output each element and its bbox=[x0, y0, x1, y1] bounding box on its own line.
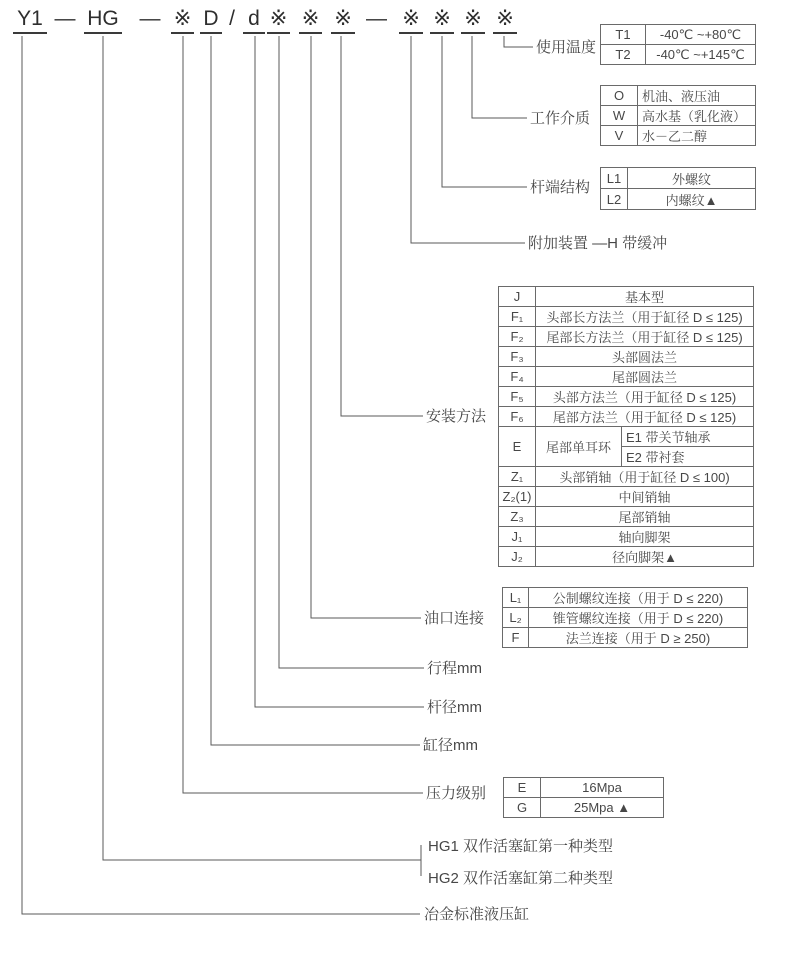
cell-value: 法兰连接（用于 D ≥ 250) bbox=[529, 628, 748, 648]
code-token-rod-dia: d bbox=[243, 6, 265, 34]
cell-value: 尾部销轴 bbox=[536, 507, 754, 527]
code-token-slash: / bbox=[229, 7, 235, 30]
code-token-dash: — bbox=[54, 7, 76, 30]
table-row bbox=[499, 507, 754, 527]
table-row bbox=[499, 287, 754, 307]
cell-code: G bbox=[504, 798, 541, 818]
label-temperature: 使用温度 bbox=[536, 39, 597, 56]
cell-value: 公制螺纹连接（用于 D ≤ 220) bbox=[529, 588, 748, 608]
cell-code: T2 bbox=[601, 45, 646, 65]
cell-value: 头部方法兰（用于缸径 D ≤ 125) bbox=[536, 387, 754, 407]
cell-value: 轴向脚架 bbox=[536, 527, 754, 547]
cell-code: L₂ bbox=[503, 608, 529, 628]
cell-value: 尾部单耳环 bbox=[536, 427, 622, 467]
cell-code: L₁ bbox=[503, 588, 529, 608]
cell-code: L2 bbox=[601, 189, 628, 210]
cell-code: F bbox=[503, 628, 529, 648]
leader-line-rod-dia bbox=[255, 36, 424, 707]
cell-code: T1 bbox=[601, 25, 646, 45]
code-token-pressure: ※ bbox=[171, 6, 194, 34]
table-row bbox=[499, 487, 754, 507]
cell-value: 水－乙二醇 bbox=[638, 126, 756, 146]
leader-line-temperature bbox=[504, 36, 533, 47]
table-row bbox=[499, 467, 754, 487]
cell-value: 头部长方法兰（用于缸径 D ≤ 125) bbox=[536, 307, 754, 327]
cell-code: E bbox=[504, 778, 541, 798]
table-row bbox=[499, 387, 754, 407]
rod-end-table bbox=[600, 167, 756, 210]
leader-line-stroke bbox=[279, 36, 424, 668]
label-hg1-type: HG1 双作活塞缸第一种类型 bbox=[428, 838, 614, 855]
label-bore: 缸径mm bbox=[423, 737, 478, 754]
code-token-hg: HG bbox=[84, 6, 122, 34]
cell-subvalue: E2 带衬套 bbox=[622, 447, 754, 467]
table-row bbox=[499, 427, 754, 447]
table-row bbox=[504, 778, 664, 798]
code-token-y1: Y1 bbox=[13, 6, 47, 34]
table-row bbox=[499, 547, 754, 567]
cell-value: 锥管螺纹连接（用于 D ≤ 220) bbox=[529, 608, 748, 628]
leader-line-oil-port bbox=[311, 36, 421, 618]
label-standard: 冶金标准液压缸 bbox=[424, 906, 530, 923]
cell-code: J₂ bbox=[499, 547, 536, 567]
code-token-bore: D bbox=[200, 6, 222, 34]
code-token-dash: — bbox=[366, 7, 387, 30]
label-pressure: 压力级别 bbox=[426, 785, 487, 802]
table-row bbox=[499, 407, 754, 427]
cell-code: F₄ bbox=[499, 367, 536, 387]
cell-code: F₃ bbox=[499, 347, 536, 367]
leader-line-attachment bbox=[411, 36, 525, 243]
code-token-temperature: ※ bbox=[493, 6, 517, 34]
cell-value: -40℃ ~+80℃ bbox=[646, 25, 756, 45]
table-row bbox=[601, 86, 756, 106]
cell-value: 外螺纹 bbox=[628, 168, 756, 189]
label-hg2-type: HG2 双作活塞缸第二种类型 bbox=[428, 870, 614, 887]
cell-code: J₁ bbox=[499, 527, 536, 547]
cell-code: Z₁ bbox=[499, 467, 536, 487]
table-row bbox=[503, 628, 748, 648]
leader-line-bore bbox=[211, 36, 420, 745]
table-row bbox=[601, 25, 756, 45]
cell-code: F₆ bbox=[499, 407, 536, 427]
cell-value: 头部销轴（用于缸径 D ≤ 100) bbox=[536, 467, 754, 487]
label-medium: 工作介质 bbox=[530, 110, 591, 127]
cell-value: 中间销轴 bbox=[536, 487, 754, 507]
label-stroke: 行程mm bbox=[427, 660, 482, 677]
table-row bbox=[499, 527, 754, 547]
cell-code: F₁ bbox=[499, 307, 536, 327]
cell-code: O bbox=[601, 86, 638, 106]
cell-value: 25Mpa ▲ bbox=[541, 798, 664, 818]
cell-code: Z₂(1) bbox=[499, 487, 536, 507]
table-row bbox=[499, 307, 754, 327]
table-row bbox=[499, 327, 754, 347]
cell-value: 尾部圆法兰 bbox=[536, 367, 754, 387]
cell-value: -40℃ ~+145℃ bbox=[646, 45, 756, 65]
cell-code: W bbox=[601, 106, 638, 126]
code-token-mounting: ※ bbox=[331, 6, 355, 34]
code-token-medium: ※ bbox=[461, 6, 485, 34]
oil-port-table bbox=[502, 587, 748, 648]
cell-value: 尾部方法兰（用于缸径 D ≤ 125) bbox=[536, 407, 754, 427]
cell-value: 尾部长方法兰（用于缸径 D ≤ 125) bbox=[536, 327, 754, 347]
cell-code: Z₃ bbox=[499, 507, 536, 527]
code-token-stroke: ※ bbox=[267, 6, 290, 34]
cell-value: 基本型 bbox=[536, 287, 754, 307]
cell-code: E bbox=[499, 427, 536, 467]
table-row bbox=[503, 608, 748, 628]
cell-value: 高水基（乳化液） bbox=[638, 106, 756, 126]
cell-value: 径向脚架▲ bbox=[536, 547, 754, 567]
cell-value: 16Mpa bbox=[541, 778, 664, 798]
code-token-attachment: ※ bbox=[399, 6, 423, 34]
cell-code: J bbox=[499, 287, 536, 307]
table-row bbox=[601, 189, 756, 210]
table-row bbox=[601, 126, 756, 146]
leader-line-rod-end bbox=[442, 36, 527, 187]
label-oil-port: 油口连接 bbox=[424, 610, 485, 627]
cell-code: F₅ bbox=[499, 387, 536, 407]
leader-line-pressure bbox=[183, 36, 423, 793]
code-token-dash: — bbox=[139, 7, 161, 30]
temperature-table bbox=[600, 24, 756, 65]
cell-value: 内螺纹▲ bbox=[628, 189, 756, 210]
cell-subvalue: E1 带关节轴承 bbox=[622, 427, 754, 447]
medium-table bbox=[600, 85, 756, 146]
cell-value: 头部圆法兰 bbox=[536, 347, 754, 367]
leader-line-hg-type bbox=[103, 36, 421, 860]
cell-value: 机油、液压油 bbox=[638, 86, 756, 106]
table-row bbox=[601, 45, 756, 65]
label-rod-end: 杆端结构 bbox=[530, 179, 591, 196]
leader-line-medium bbox=[472, 36, 527, 118]
label-attachment: 附加装置 —H 带缓冲 bbox=[528, 235, 668, 252]
table-row bbox=[504, 798, 664, 818]
cell-code: V bbox=[601, 126, 638, 146]
cell-code: L1 bbox=[601, 168, 628, 189]
cell-code: F₂ bbox=[499, 327, 536, 347]
pressure-table bbox=[503, 777, 664, 818]
mounting-table bbox=[498, 286, 754, 567]
leader-line-standard bbox=[22, 36, 420, 914]
label-rod-dia: 杆径mm bbox=[427, 699, 482, 716]
table-row bbox=[503, 588, 748, 608]
table-row bbox=[601, 106, 756, 126]
code-token-oil-port: ※ bbox=[299, 6, 322, 34]
table-row bbox=[499, 367, 754, 387]
code-token-rod-end: ※ bbox=[430, 6, 454, 34]
label-mounting: 安装方法 bbox=[426, 408, 487, 425]
table-row bbox=[499, 347, 754, 367]
table-row bbox=[601, 168, 756, 189]
